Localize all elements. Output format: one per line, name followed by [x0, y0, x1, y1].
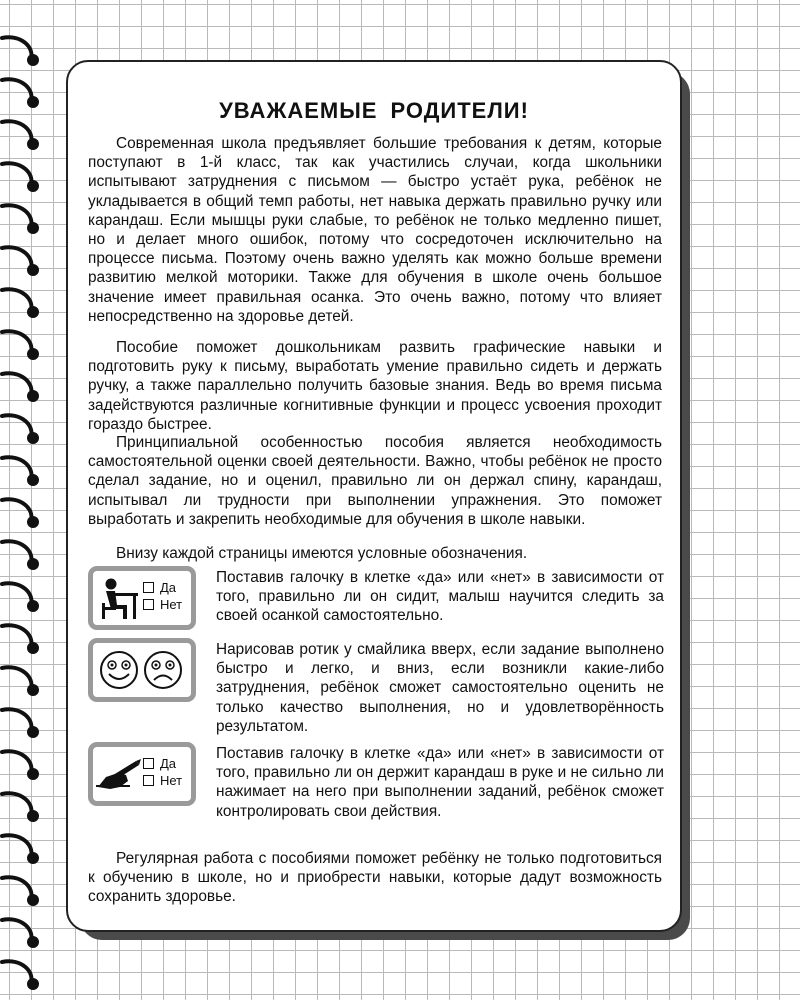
binding-ring: [2, 877, 31, 898]
binding-hole: [27, 684, 39, 696]
pencil-legend-frame: [88, 742, 196, 806]
binding-ring: [2, 625, 31, 646]
self-assessment-paragraph: Принципиальной особенностью пособия является необходимость самостоятельной оценки своей деятельности. Важно, чтобы ребёнок не просто сделал задание, но и оценил, правильно ли он держал спину, карандаш, испытывал ли трудности при выполнении упражнения. Это поможет выработать и закрепить необходимые для обучения в школе навыки.: [88, 434, 662, 528]
binding-hole: [27, 936, 39, 948]
binding-ring: [2, 919, 31, 940]
parents-notice-card: [66, 60, 682, 932]
no-checkbox: [143, 599, 154, 610]
binding-ring: [2, 709, 31, 730]
yes-label: Да: [160, 580, 177, 595]
binding-hole: [27, 222, 39, 234]
yes-label: Да: [160, 756, 177, 771]
binding-hole: [27, 264, 39, 276]
hand-holding-pencil-icon: [96, 757, 142, 797]
binding-ring: [2, 289, 31, 310]
no-checkbox: [143, 775, 154, 786]
binding-hole: [27, 390, 39, 402]
posture-legend-frame: [88, 566, 196, 630]
binding-ring: [2, 667, 31, 688]
binding-ring: [2, 961, 31, 982]
legend-intro-paragraph: Внизу каждой страницы имеются условные обозначения.: [116, 545, 528, 562]
yes-checkbox: [143, 758, 154, 769]
binding-ring: [2, 121, 31, 142]
child-at-desk-icon: [97, 575, 141, 623]
smileys-legend-text: Нарисовав ротик у смайлика вверх, если задание выполнено быстро и легко, и вниз, если возникли какие-либо затруднения, ребёнок сможет самостоятельно оценить не только качество выполнения, но и удовлетворённость результатом.: [216, 641, 664, 735]
binding-hole: [27, 516, 39, 528]
binding-ring: [2, 163, 31, 184]
binding-ring: [2, 331, 31, 352]
binding-ring: [2, 499, 31, 520]
closing-paragraph: Регулярная работа с пособиями поможет ребёнку не только подготовиться к обучению в школе, но и приобрести навыки, которые дадут возможность сохранить здоровье.: [88, 850, 662, 906]
binding-hole: [27, 180, 39, 192]
page-title: УВАЖАЕМЫЕ РОДИТЕЛИ!: [219, 98, 529, 123]
yes-checkbox: [143, 582, 154, 593]
pencil-legend-text: Поставив галочку в клетке «да» или «нет» в зависимости от того, правильно ли он держит карандаш в руке и не сильно ли нажимает на него при выполнении заданий, ребёнок сможет контролировать свои действия.: [216, 745, 664, 820]
binding-ring: [2, 457, 31, 478]
intro-paragraph: Современная школа предъявляет большие требования к детям, которые поступают в 1-й класс, так как участились случаи, когда школьники испытывают затруднения с письмом — быстро устаёт рука, ребёнок не укладывается в общий темп работы, нет навыка держать правильно ручку или карандаш. Если мышцы руки слабые, то ребёнок не только медленно пишет, но и делает много ошибок, потому что сосредоточен исключительно на процессе письма. Поэтому очень важно уделять как можно больше времени развитию мелкой моторики. Также для обучения в школе очень большое значение имеет правильная осанка. Это очень важно, потому что влияет непосредственно на здоровье детей.: [88, 135, 662, 325]
binding-hole: [27, 810, 39, 822]
sad-face-icon: [145, 652, 181, 688]
binding-hole: [27, 306, 39, 318]
manual-purpose-paragraph: Пособие поможет дошкольникам развить графические навыки и подготовить руку к письму, выработать умение правильно сидеть и держать ручку, а также параллельно получить базовые знания. Ведь во время письма задействуются различные когнитивные функции и процесс усвоения проходит гораздо быстрее.: [88, 339, 662, 433]
binding-hole: [27, 978, 39, 990]
binding-hole: [27, 96, 39, 108]
smiley-faces-icon: [93, 643, 191, 697]
binding-ring: [2, 415, 31, 436]
binding-hole: [27, 726, 39, 738]
binding-ring: [2, 37, 31, 58]
binding-hole: [27, 348, 39, 360]
binding-ring: [2, 205, 31, 226]
binding-hole: [27, 138, 39, 150]
binding-ring: [2, 541, 31, 562]
binding-hole: [27, 432, 39, 444]
spiral-binding: [0, 0, 60, 1000]
binding-ring: [2, 79, 31, 100]
no-label: Нет: [160, 597, 183, 612]
binding-ring: [2, 751, 31, 772]
binding-ring: [2, 835, 31, 856]
binding-ring: [2, 247, 31, 268]
smileys-legend-frame: [88, 638, 196, 702]
binding-ring: [2, 793, 31, 814]
binding-hole: [27, 474, 39, 486]
binding-ring: [2, 373, 31, 394]
binding-hole: [27, 600, 39, 612]
no-label: Нет: [160, 773, 183, 788]
posture-legend-text: Поставив галочку в клетке «да» или «нет» в зависимости от того, правильно ли он сидит, малыш научится следить за своей осанкой самостоятельно.: [216, 569, 664, 625]
binding-hole: [27, 768, 39, 780]
binding-hole: [27, 894, 39, 906]
binding-hole: [27, 642, 39, 654]
binding-hole: [27, 54, 39, 66]
binding-hole: [27, 558, 39, 570]
binding-ring: [2, 583, 31, 604]
happy-face-icon: [101, 652, 137, 688]
binding-hole: [27, 852, 39, 864]
